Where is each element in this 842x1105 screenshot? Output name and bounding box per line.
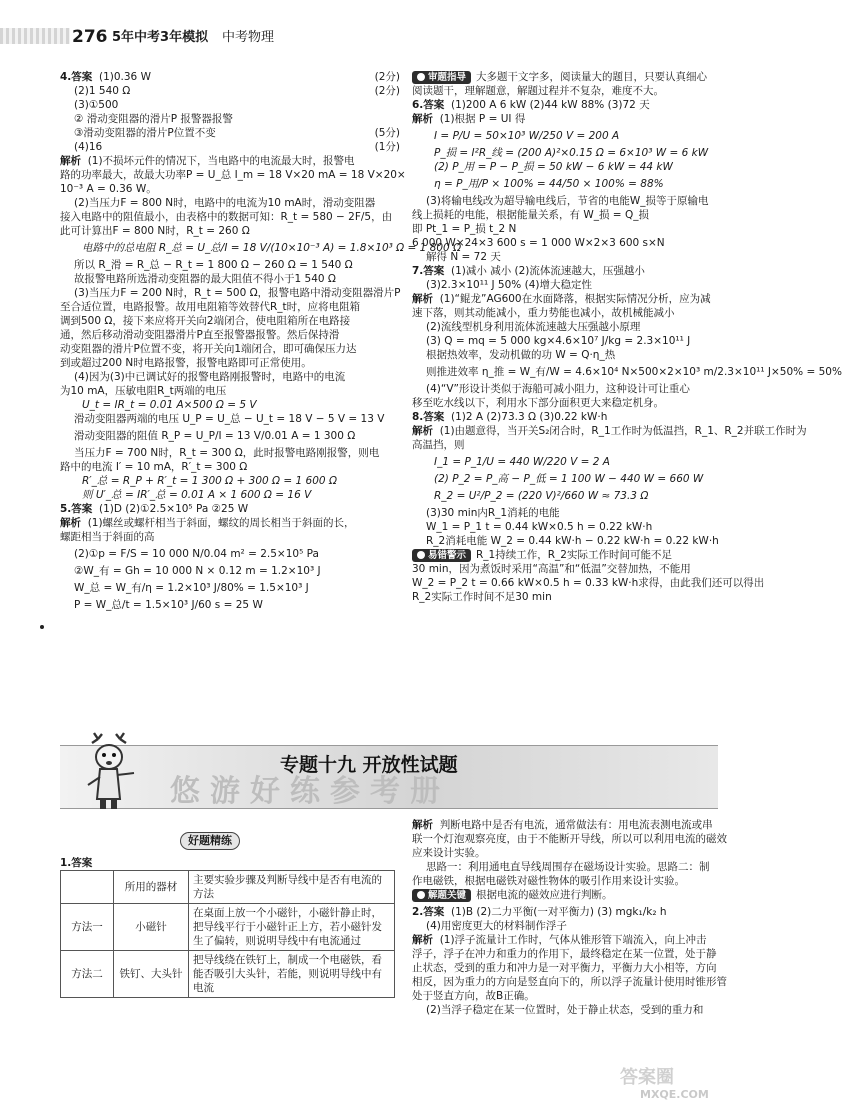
q7-ans: (1)减小 减小 (2)流体流速越大，压强越小 <box>450 265 645 277</box>
practice-q1-head: 1.答案 <box>60 857 93 869</box>
q4-a4-row <box>60 140 400 154</box>
table-header-cell <box>61 871 114 904</box>
margin-dot <box>40 625 44 629</box>
q4-s4: (1分) <box>374 141 400 153</box>
q5-line-5: P = W_总/t = 1.5×10³ J/60 s = 25 W <box>74 599 263 611</box>
q4-line-14: 到或超过200 N时电路报警，报警电路即可正常使用。 <box>60 357 312 369</box>
q5-ans: (1)D (2)①2.5×10⁵ Pa ②25 W <box>98 503 249 515</box>
q7-answer-row <box>412 264 712 278</box>
table-row <box>61 904 395 951</box>
tip2-line-2: W_2 = P_2 t = 0.66 kW×0.5 h = 0.33 kW·h求得，由此我们还可以得出 <box>412 577 765 589</box>
br-q1-line-1: 联一个灯泡观察亮度，由于不能断开导线，所以可以利用电流的磁效 <box>412 833 727 845</box>
q5-j-label: 解析 <box>60 517 81 529</box>
q4-line-11: 调到500 Ω，接下来应将开关向2端闭合，使电阻箱所在电路接 <box>60 315 351 327</box>
watermark-logo: 答案圈 <box>620 1067 674 1088</box>
q6-line-6: 线上损耗的电能，根据能量关系，有 W_损 = Q_损 <box>412 209 649 221</box>
q8-answer-row <box>412 410 712 424</box>
deer-mascot-icon <box>80 733 144 813</box>
right-column <box>412 70 842 604</box>
br-q1-line-3: 思路一：利用通电直导线周围存在磁场设计实验。思路二：制 <box>426 861 710 873</box>
table-cell: 小磁针 <box>114 904 189 951</box>
q7-j-row <box>412 292 712 306</box>
tip2-row <box>412 548 712 562</box>
q4-line-23: 则 U′_总 = IR′_总 = 0.01 A × 1 600 Ω = 16 V <box>82 489 312 501</box>
q6-line-9: 解得 N = 72 天 <box>426 251 501 263</box>
br-q1-line-4: 作电磁铁，根据电磁铁对磁性物体的吸引作用来设计实验。 <box>412 875 685 887</box>
br-q1-line-0: 判断电路中是否有电流，通常做法有：用电流表测电流或串 <box>439 819 713 831</box>
q4-s1: (2分) <box>374 71 400 83</box>
tip3-text: 根据电流的磁效应进行判断。 <box>476 889 613 901</box>
tip3-icon <box>417 891 425 899</box>
br-q2-ans2: (4)用密度更大的材料制作浮子 <box>426 920 567 932</box>
q6-line-7: 即 Pt_1 = P_损 t_2 N <box>412 223 517 235</box>
q4-j-row <box>60 154 400 168</box>
q7-ans2: (3)2.3×10¹¹ J 50% (4)增大稳定性 <box>426 279 592 291</box>
q5-answer-row <box>60 502 400 516</box>
tip2-badge <box>412 549 471 562</box>
page-header <box>0 0 750 62</box>
q5-line-3: ②W_有 = Gh = 10 000 N × 0.12 m = 1.2×10³ J <box>74 565 321 577</box>
tip3-badge <box>412 889 471 902</box>
q4-line-1: 路的功率最大，故最大功率P = U_总 I_m = 18 V×20 mA = 18 V×20× <box>60 169 406 181</box>
q4-head: 4.答案 <box>60 71 93 83</box>
q4-line-6: 电路中的总电阻 R_总 = U_总/I = 18 V/(10×10⁻³ A) = 1.8×10³ Ω = 1 800 Ω <box>82 242 462 254</box>
q4-j-label: 解析 <box>60 155 81 167</box>
q8-line-1: 高温挡，则 <box>412 439 465 451</box>
practice-badge: 好题精练 <box>180 832 240 850</box>
tip1-badge <box>412 71 471 84</box>
tip3-label: 解题关键 <box>428 890 467 901</box>
q7-line-2: (2)流线型机身利用流体流速越大压强越小原理 <box>426 321 641 333</box>
q4-line-5: 此可计算出F = 800 N时，R_t = 260 Ω <box>60 225 250 237</box>
q8-line-5: (3)30 min内R_1消耗的电能 <box>426 507 560 519</box>
q4-a3: (3)①500 <box>74 99 119 111</box>
book-title: 5年中考3年模拟 <box>112 30 209 45</box>
q6-j-label: 解析 <box>412 113 433 125</box>
q6-line-8: 6 000 W×24×3 600 s = 1 000 W×2×3 600 s×N <box>412 237 665 249</box>
q7-line-4: 根据热效率，发动机做的功 W = Q·η_热 <box>426 349 616 361</box>
q7-head: 7.答案 <box>412 265 445 277</box>
q4-line-4: 接入电路中的阻值最小，由表格中的数据可知：R_t = 580 − 2F/5，由 <box>60 211 393 223</box>
table-cell: 在桌面上放一个小磁针，小磁针静止时，把导线平行于小磁针正上方，若小磁针发生了偏转，则说明导线中有电流通过 <box>189 904 395 951</box>
br-q2-ans: (1)B (2)二力平衡(一对平衡力) (3) mgk₁/k₂ h <box>450 906 667 918</box>
table-header-cell: 主要实验步骤及判断导线中是否有电流的方法 <box>189 871 395 904</box>
q7-j-label: 解析 <box>412 293 433 305</box>
q8-line-2: I_1 = P_1/U = 440 W/220 V = 2 A <box>434 456 610 468</box>
q4-a1: (1)0.36 W <box>98 71 151 83</box>
q4-a3c: ③滑动变阻器的滑片P位置不变 <box>74 127 216 139</box>
q4-line-2: 10⁻³ A = 0.36 W。 <box>60 183 157 195</box>
table-header-cell: 所用的器材 <box>114 871 189 904</box>
q4-a3b: ② 滑动变阻器的滑片P 报警器报警 <box>74 113 233 125</box>
q4-line-10: 至合适位置，电路报警。故用电阻箱等效替代R_t时，应将电阻箱 <box>60 301 361 313</box>
q4-line-9: (3)当压力F = 200 N时，R_t = 500 Ω，报警电路中滑动变阻器滑片P <box>74 287 401 299</box>
q4-line-0: (1)不损坏元件的情况下，当电路中的电流最大时，报警电 <box>87 155 355 167</box>
q6-line-3: (2) P_用 = P − P_损 = 50 kW − 6 kW = 44 kW <box>434 161 673 173</box>
tip1-row <box>412 70 712 84</box>
br-q2-line-0: (1)浮子流量计工作时，气体从锥形管下端流入，向上冲击 <box>439 934 707 946</box>
header-decoration <box>0 28 70 44</box>
q7-line-1: 速下落，则其动能减小，重力势能也减小，故机械能减小 <box>412 307 675 319</box>
q8-j-row <box>412 424 807 438</box>
q5-line-1: 螺距相当于斜面的高 <box>60 531 155 543</box>
q4-line-22: R′_总 = R_P + R′_t = 1 300 Ω + 300 Ω = 1 600 Ω <box>82 475 337 487</box>
q6-line-1: I = P/U = 50×10³ W/250 V = 200 A <box>434 130 620 142</box>
q8-head: 8.答案 <box>412 411 445 423</box>
banner-title: 专题十九 开放性试题 <box>280 754 458 776</box>
q5-j-row <box>60 516 400 530</box>
q8-line-7: R_2消耗电能 W_2 = 0.44 kW·h − 0.22 kW·h = 0.22 kW·h <box>426 535 719 547</box>
q4-answer-row <box>60 70 400 84</box>
q4-line-7: 所以 R_滑 = R_总 − R_t = 1 800 Ω − 260 Ω = 1 540 Ω <box>74 259 353 271</box>
tip2-icon <box>417 551 425 559</box>
q4-line-18: 滑动变阻器两端的电压 U_P = U_总 − U_t = 18 V − 5 V = 13 V <box>74 413 385 425</box>
tip2-line-0: R_1持续工作，R_2实际工作时间可能不足 <box>476 549 672 561</box>
q4-line-8: 故报警电路所选滑动变阻器的最大阻值不得小于1 540 Ω <box>74 273 336 285</box>
table-header-row <box>61 871 395 904</box>
q8-line-0: (1)由题意得，当开关S₂闭合时，R_1工作时为低温挡，R_1、R_2并联工作时为 <box>439 425 807 437</box>
q5-head: 5.答案 <box>60 503 93 515</box>
q4-line-21: 路中的电流 I′ = 10 mA，R′_t = 300 Ω <box>60 461 248 473</box>
q4-a2-row <box>60 84 400 98</box>
q7-line-0: (1)“鲲龙”AG600在水面降落，根据实际情况分析，应为减 <box>439 293 711 305</box>
q8-line-6: W_1 = P_1 t = 0.44 kW×0.5 h = 0.22 kW·h <box>426 521 653 533</box>
q5-line-0: (1)螺丝或螺杆相当于斜面，螺纹的周长相当于斜面的长， <box>87 517 355 529</box>
q4-line-12: 通，然后移动滑动变阻器滑片P直至报警器报警。然后保持滑 <box>60 329 340 341</box>
q6-head: 6.答案 <box>412 99 445 111</box>
tip1-line-0: 大多题干文字多，阅读量大的题目，只要认真细心 <box>476 71 708 83</box>
table-cell: 把导线绕在铁钉上，制成一个电磁铁，看能否吸引大头针，若能，则说明导线中有电流 <box>189 951 395 998</box>
q7-line-3: (3) Q = mq = 5 000 kg×4.6×10⁷ J/kg = 2.3×10¹¹ J <box>426 335 691 347</box>
br-q1-j-label: 解析 <box>412 819 433 831</box>
q6-line-5: (3)将输电线改为超导输电线后，节省的电能W_损等于原输电 <box>426 195 709 207</box>
br-q2-line-3: 相反，因为重力的方向是竖直向下的，所以浮子流量计使用时锥形管 <box>412 976 727 988</box>
q4-a2: (2)1 540 Ω <box>74 85 131 97</box>
br-q2-line-5: (2)当浮子稳定在某一位置时，处于静止状态，受到的重力和 <box>426 1004 704 1016</box>
q8-line-4: R_2 = U²/P_2 = (220 V)²/660 W ≈ 73.3 Ω <box>434 490 649 502</box>
q5-line-4: W_总 = W_有/η = 1.2×10³ J/80% = 1.5×10³ J <box>74 582 309 594</box>
q8-line-3: (2) P_2 = P_高 − P_低 = 1 100 W − 440 W = 660 W <box>434 473 704 485</box>
q4-line-20: 当压力F = 700 N时，R_t = 300 Ω，此时报警电路刚报警，则电 <box>74 447 380 459</box>
page-number: 276 <box>72 27 108 47</box>
q6-line-4: η = P_用/P × 100% = 44/50 × 100% = 88% <box>434 178 664 190</box>
q8-ans: (1)2 A (2)73.3 Ω (3)0.22 kW·h <box>450 411 608 423</box>
tip1-label: 审题指导 <box>428 72 467 83</box>
tip1-icon <box>417 73 425 81</box>
br-q2-head: 2.答案 <box>412 906 445 918</box>
q6-ans: (1)200 A 6 kW (2)44 kW 88% (3)72 天 <box>450 99 650 111</box>
answer-table <box>60 870 395 998</box>
q4-line-19: 滑动变阻器的阻值 R_P = U_P/I = 13 V/0.01 A = 1 300 Ω <box>74 430 356 442</box>
br-q2-line-2: 止状态，受到的重力和冲力是一对平衡力，平衡力大小相等，方向 <box>412 962 717 974</box>
br-q2-j-row <box>412 933 712 947</box>
q6-line-2: P_损 = I²R_线 = (200 A)²×0.15 Ω = 6×10³ W = 6 kW <box>434 147 709 159</box>
bottom-right-column <box>412 818 727 1017</box>
br-q1-j-row <box>412 818 712 832</box>
q4-s2: (2分) <box>374 85 400 97</box>
q4-line-13: 动变阻器的滑片P位置不变，将开关向1端闭合，即可确保压力达 <box>60 343 357 355</box>
banner-background-text: 悠游好练参考册 <box>170 774 450 809</box>
watermark-url: MXQE.COM <box>640 1088 709 1101</box>
q6-j-row <box>412 112 712 126</box>
tip3-row <box>412 888 712 902</box>
q4-line-3: (2)当压力F = 800 N时，电路中的电流为10 mA时，滑动变阻器 <box>74 197 376 209</box>
tip2-line-1: 30 min，因为煮饭时采用“高温”和“低温”交替加热，不能用 <box>412 563 691 575</box>
q4-a3c-row <box>60 126 400 140</box>
br-q2-line-4: 处于竖直方向，故B正确。 <box>412 990 535 1002</box>
table-cell: 方法二 <box>61 951 114 998</box>
table-row <box>61 951 395 998</box>
q4-a4: (4)16 <box>74 141 103 153</box>
q8-j-label: 解析 <box>412 425 433 437</box>
br-q1-line-2: 应来设计实验。 <box>412 847 486 859</box>
br-q2-j-label: 解析 <box>412 934 433 946</box>
q7-line-7: 移至吃水线以下，利用水下部分面积更大来稳定机身。 <box>412 397 664 409</box>
tip2-label: 易错警示 <box>428 550 467 561</box>
practice-section <box>60 832 400 998</box>
br-q2-answer-row <box>412 905 712 919</box>
practice-badge-row <box>60 832 400 850</box>
q5-line-2: (2)①p = F/S = 10 000 N/0.04 m² = 2.5×10⁵ Pa <box>74 548 319 560</box>
section-banner <box>60 745 718 809</box>
subject-title: 中考物理 <box>222 30 275 45</box>
table-cell: 铁钉、大头针 <box>114 951 189 998</box>
q6-line-0: (1)根据 P = UI 得 <box>439 113 526 125</box>
br-q2-line-1: 浮子，浮子在冲力和重力的作用下，最终稳定在某一位置，处于静 <box>412 948 717 960</box>
q4-line-17: U_t = IR_t = 0.01 A×500 Ω = 5 V <box>82 399 257 411</box>
tip2-line-3: R_2实际工作时间不足30 min <box>412 591 552 603</box>
q7-line-6: (4)“V”形设计类似于海船可减小阻力，这种设计可让重心 <box>426 383 690 395</box>
q7-line-5: 则推进效率 η_推 = W_有/W = 4.6×10⁴ N×500×2×10³ m/2.3×10¹¹ J×50% = 50% <box>426 366 842 378</box>
table-cell: 方法一 <box>61 904 114 951</box>
q4-s3: (5分) <box>374 127 400 139</box>
q4-line-16: 为10 mA，压敏电阻R_t两端的电压 <box>60 385 227 397</box>
tip1-line-1: 阅读题干，理解题意，解题过程并不复杂，难度不大。 <box>412 85 664 97</box>
q6-answer-row <box>412 98 712 112</box>
q4-line-15: (4)因为(3)中已调试好的报警电路刚报警时，电路中的电流 <box>74 371 346 383</box>
